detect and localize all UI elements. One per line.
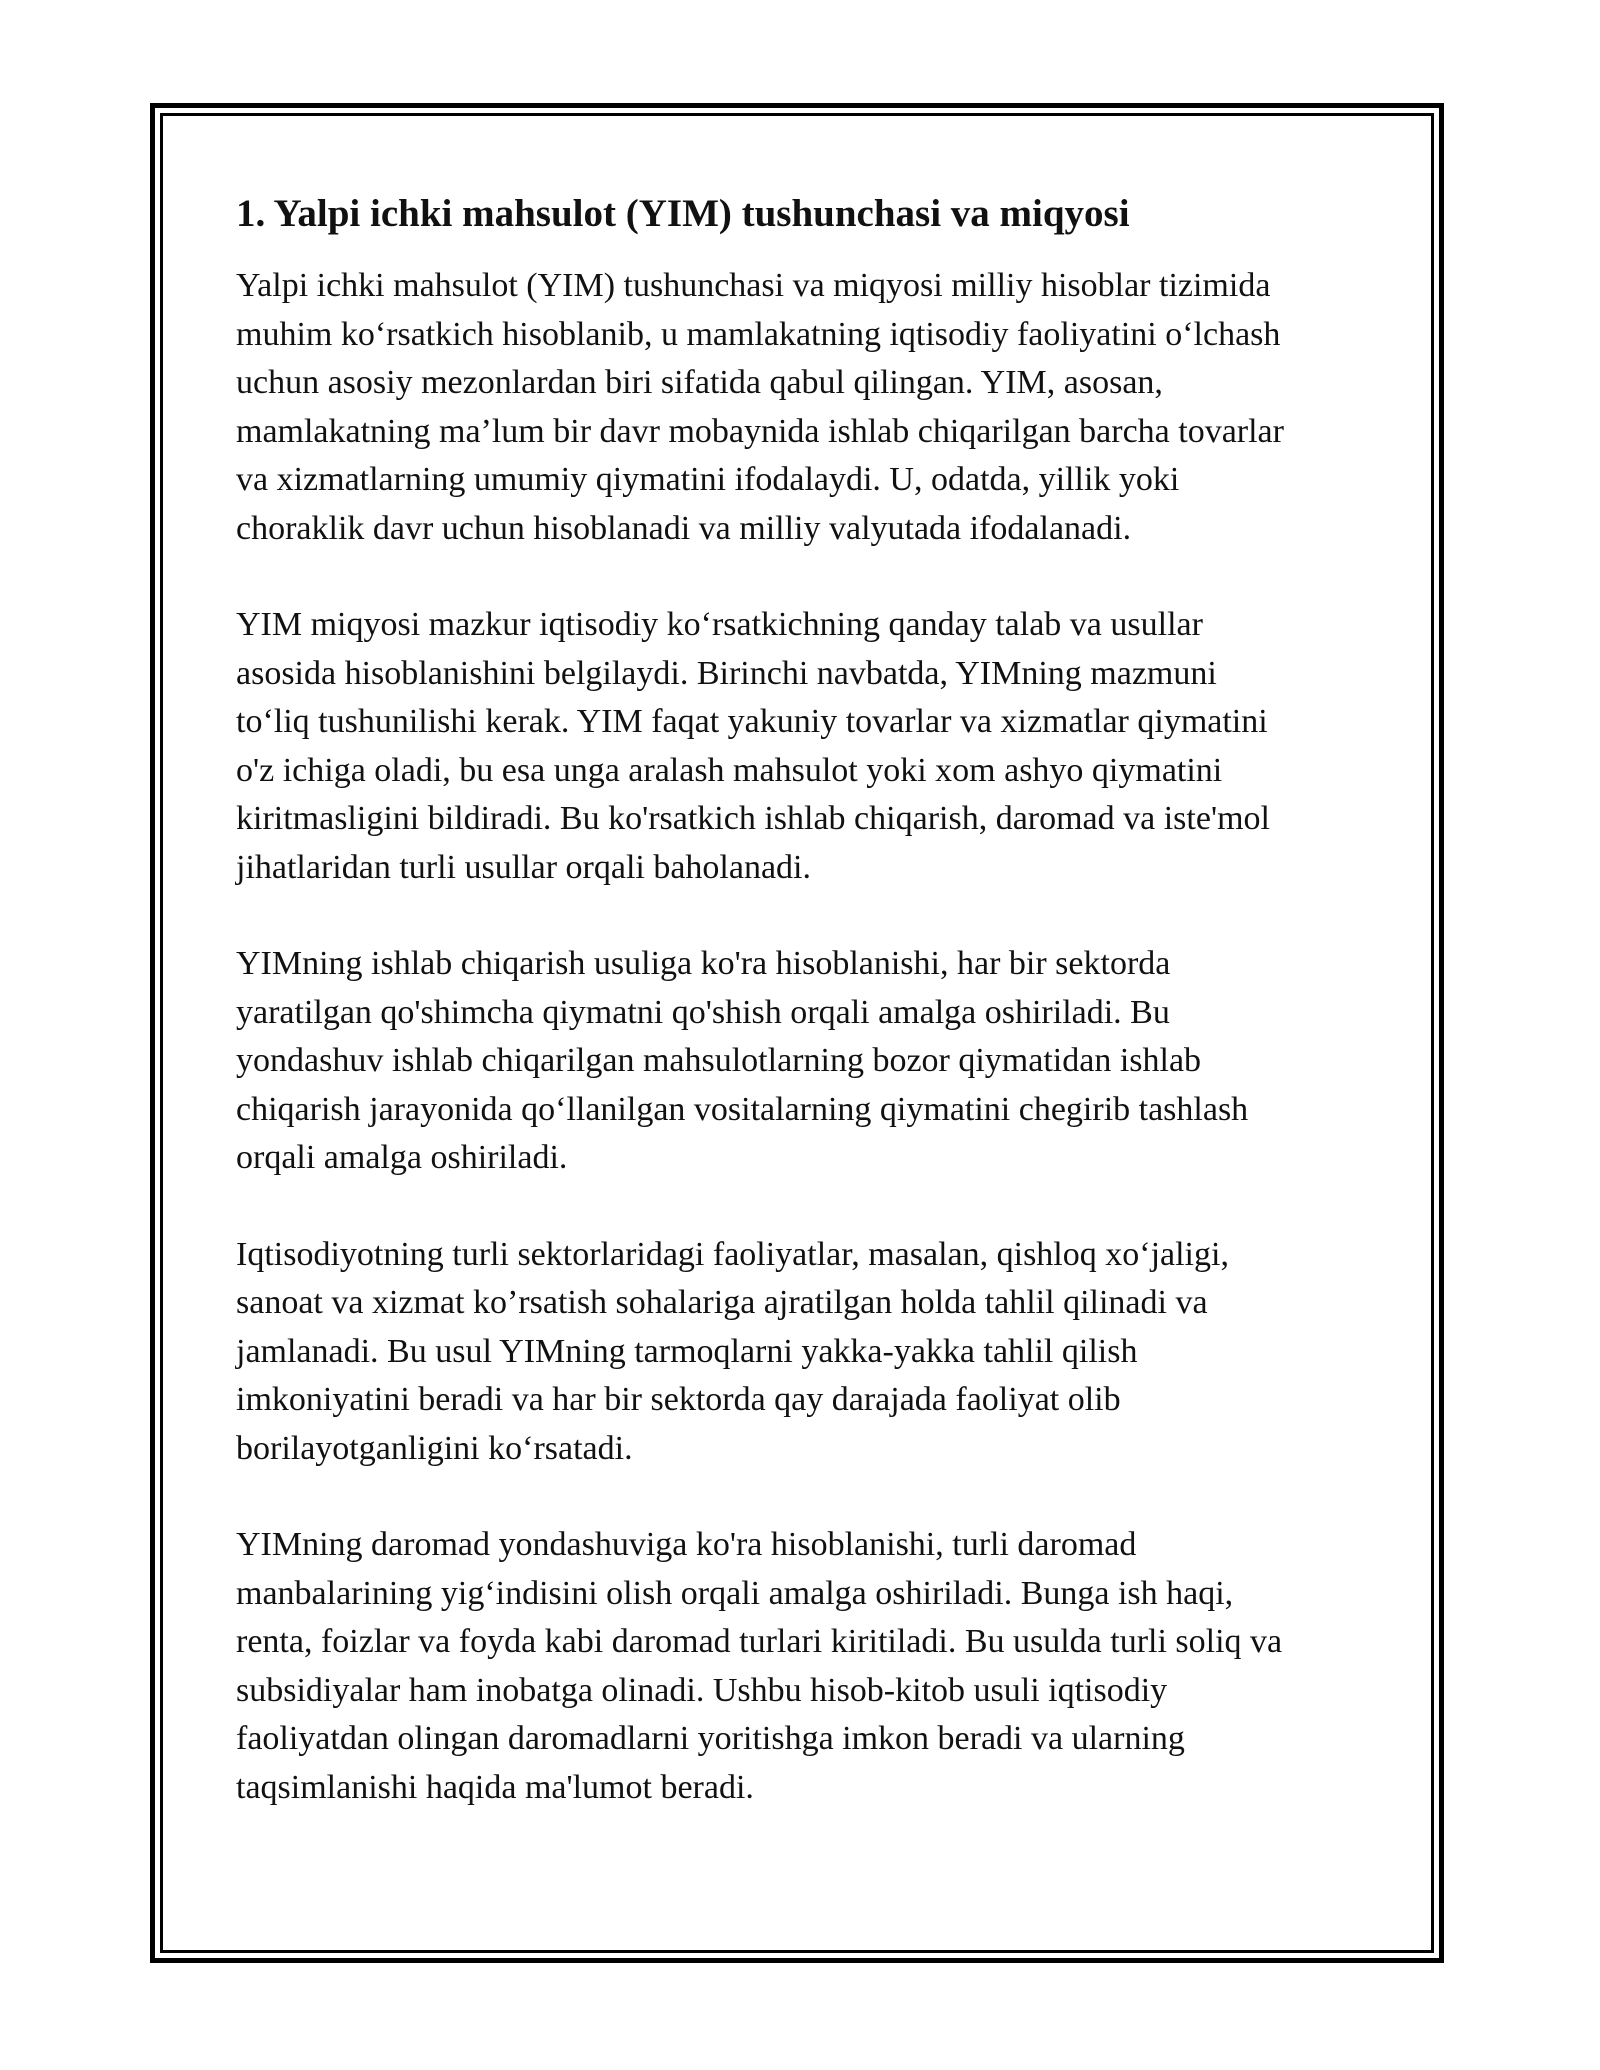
paragraph-3 xyxy=(236,940,1386,1183)
section-heading: 1. Yalpi ichki mahsulot (YIM) tushunchasi va miqyosi xyxy=(236,192,1130,235)
text-line: yondashuv ishlab chiqarilgan mahsulotlarning bozor qiymatidan ishlab xyxy=(236,1042,1202,1079)
paragraph-5 xyxy=(236,1521,1386,1812)
text-line: imkoniyatini beradi va har bir sektorda qay darajada faoliyat olib xyxy=(236,1381,1121,1418)
text-line: kiritmasligini bildiradi. Bu ko'rsatkich ishlab chiqarish, daromad va iste'mol xyxy=(236,800,1270,837)
paragraph-1 xyxy=(236,262,1386,553)
text-line: Iqtisodiyotning turli sektorlaridagi faoliyatlar, masalan, qishloq xo‘jaligi, xyxy=(236,1235,1229,1273)
text-line: Yalpi ichki mahsulot (YIM) tushunchasi va miqyosi milliy hisoblar tizimida xyxy=(236,267,1271,304)
text-line: choraklik davr uchun hisoblanadi va milliy valyutada ifodalanadi. xyxy=(236,509,1132,547)
text-line: manbalarining yig‘indisini olish orqali amalga oshiriladi. Bunga ish haqi, xyxy=(236,1574,1234,1612)
text-line: sanoat va xizmat ko’rsatish sohalariga ajratilgan holda tahlil qilinadi va xyxy=(236,1284,1208,1321)
text-line: YIMning daromad yondashuviga ko'ra hisoblanishi, turli daromad xyxy=(236,1526,1137,1563)
text-line: muhim ko‘rsatkich hisoblanib, u mamlakatning iqtisodiy faoliyatini o‘lchash xyxy=(236,315,1281,353)
text-line: renta, foizlar va foyda kabi daromad turlari kiritiladi. Bu usulda turli soliq va xyxy=(236,1623,1283,1660)
text-line: YIMning ishlab chiqarish usuliga ko'ra hisoblanishi, har bir sektorda xyxy=(236,945,1171,982)
text-line: jihatlaridan turli usullar orqali baholanadi. xyxy=(236,848,811,886)
text-line: taqsimlanishi haqida ma'lumot beradi. xyxy=(236,1768,754,1806)
text-line: chiqarish jarayonida qo‘llanilgan vositalarning qiymatini chegirib tashlash xyxy=(236,1090,1249,1128)
text-line: uchun asosiy mezonlardan biri sifatida qabul qilingan. YIM, asosan, xyxy=(236,364,1163,401)
text-line: faoliyatdan olingan daromadlarni yoritishga imkon beradi va ularning xyxy=(236,1720,1185,1757)
text-line: yaratilgan qo'shimcha qiymatni qo'shish orqali amalga oshiriladi. Bu xyxy=(236,993,1170,1031)
text-line: to‘liq tushunilishi kerak. YIM faqat yakuniy tovarlar va xizmatlar qiymatini xyxy=(236,703,1268,740)
paragraph-4 xyxy=(236,1231,1386,1474)
text-line: o'z ichiga oladi, bu esa unga aralash mahsulot yoki xom ashyo qiymatini xyxy=(236,751,1223,789)
text-line: jamlanadi. Bu usul YIMning tarmoqlarni yakka-yakka tahlil qilish xyxy=(236,1332,1138,1370)
text-line: YIM miqyosi mazkur iqtisodiy ko‘rsatkichning qanday talab va usullar xyxy=(236,606,1203,643)
text-line: asosida hisoblanishini belgilaydi. Birinchi navbatda, YIMning mazmuni xyxy=(236,654,1217,692)
text-line: va xizmatlarning umumiy qiymatini ifodalaydi. U, odatda, yillik yoki xyxy=(236,461,1180,498)
text-line: subsidiyalar ham inobatga olinadi. Ushbu hisob-kitob usuli iqtisodiy xyxy=(236,1671,1168,1709)
document-body xyxy=(236,188,1386,1812)
text-line: borilayotganligini ko‘rsatadi. xyxy=(236,1429,633,1467)
paragraph-2 xyxy=(236,601,1386,892)
text-line: orqali amalga oshiriladi. xyxy=(236,1139,568,1176)
text-line: mamlakatning ma’lum bir davr mobaynida ishlab chiqarilgan barcha tovarlar xyxy=(236,412,1284,450)
